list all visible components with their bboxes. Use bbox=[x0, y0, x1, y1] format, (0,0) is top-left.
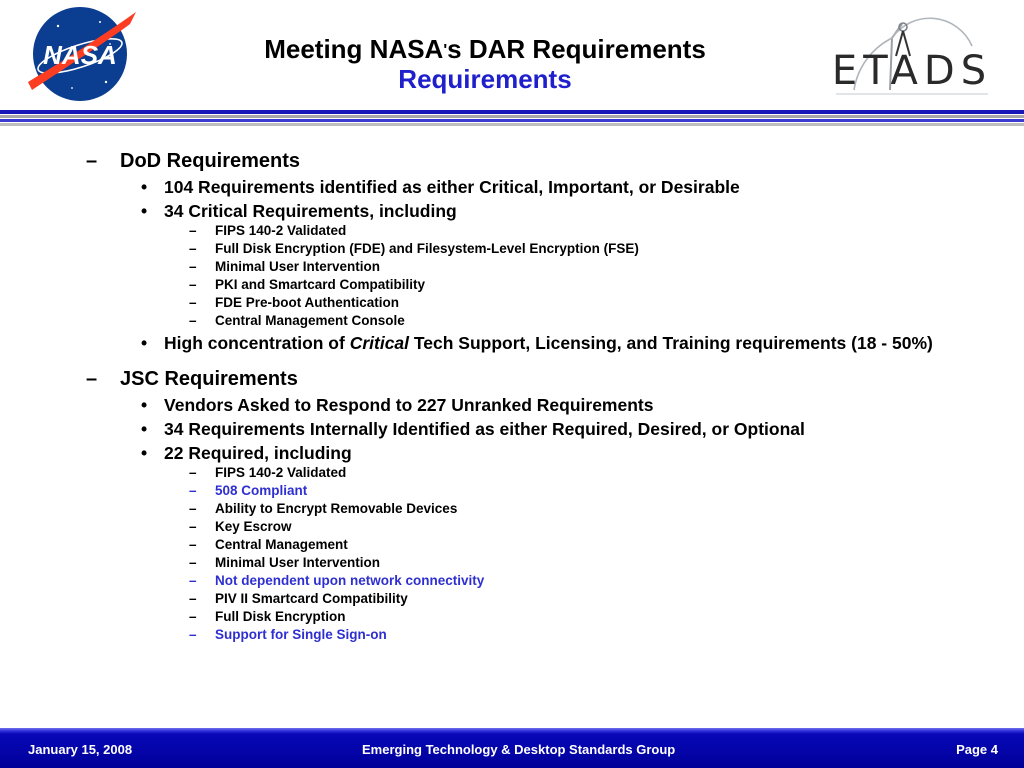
bullet-marker: • bbox=[141, 443, 148, 463]
list-item-text: Full Disk Encryption bbox=[215, 609, 346, 624]
list-item bbox=[0, 240, 1024, 258]
list-item-text: Ability to Encrypt Removable Devices bbox=[215, 501, 458, 516]
list-item-text: Central Management Console bbox=[215, 313, 405, 328]
list-item bbox=[0, 276, 1024, 294]
list-item-text: Minimal User Intervention bbox=[215, 555, 381, 570]
dod-bullet-3-text-start: High concentration of bbox=[164, 333, 350, 353]
list-item bbox=[0, 312, 1024, 330]
bullet-marker: • bbox=[141, 201, 148, 221]
title-part2: s DAR Requirements bbox=[447, 34, 706, 64]
dod-bullet-2 bbox=[0, 200, 1024, 222]
nasa-logo-icon bbox=[18, 4, 140, 104]
slide-subtitle: Requirements bbox=[398, 64, 572, 94]
dash-marker: – bbox=[189, 295, 197, 310]
dash-marker: – bbox=[189, 519, 197, 534]
slide-footer bbox=[0, 728, 1024, 768]
list-item-highlighted bbox=[0, 482, 1024, 500]
nasa-logo-text: NASA bbox=[43, 40, 117, 70]
dash-marker: – bbox=[189, 501, 197, 516]
jsc-bullet-2-text: 34 Requirements Internally Identified as either Required, Desired, or Optional bbox=[164, 419, 805, 439]
jsc-bullet-3 bbox=[0, 442, 1024, 464]
list-item-text: Full Disk Encryption (FDE) and Filesystem-Level Encryption (FSE) bbox=[215, 241, 639, 256]
dash-marker: – bbox=[189, 627, 197, 642]
list-item-highlighted bbox=[0, 626, 1024, 644]
dod-heading-text: DoD Requirements bbox=[120, 150, 301, 172]
dod-bullet-3 bbox=[0, 332, 1024, 354]
list-item bbox=[0, 590, 1024, 608]
dash-marker: – bbox=[189, 465, 197, 480]
dash-marker: – bbox=[86, 368, 98, 390]
dod-bullet-3-emphasis: Critical bbox=[349, 333, 410, 353]
dod-bullet-1-text: 104 Requirements identified as either Critical, Important, or Desirable bbox=[164, 177, 740, 197]
dash-marker: – bbox=[189, 313, 197, 328]
slide-body bbox=[0, 148, 1024, 644]
jsc-bullet-1-text: Vendors Asked to Respond to 227 Unranked Requirements bbox=[164, 395, 654, 415]
bullet-marker: • bbox=[141, 177, 148, 197]
dash-marker: – bbox=[189, 483, 197, 498]
list-item-text: 508 Compliant bbox=[215, 483, 308, 498]
dod-heading bbox=[0, 148, 1024, 174]
dash-marker: – bbox=[189, 573, 197, 588]
bullet-marker: • bbox=[141, 395, 148, 415]
footer-page-number: Page 4 bbox=[956, 742, 998, 757]
dash-marker: – bbox=[189, 223, 197, 238]
list-item-text: FIPS 140-2 Validated bbox=[215, 223, 347, 238]
list-item-text: Support for Single Sign-on bbox=[215, 627, 387, 642]
list-item bbox=[0, 258, 1024, 276]
title-part1: Meeting NASA bbox=[264, 34, 444, 64]
list-item bbox=[0, 464, 1024, 482]
jsc-heading-text: JSC Requirements bbox=[120, 368, 298, 390]
list-item-text: Not dependent upon network connectivity bbox=[215, 573, 485, 588]
jsc-section bbox=[0, 366, 1024, 644]
list-item-text: Central Management bbox=[215, 537, 348, 552]
footer-group: Emerging Technology & Desktop Standards Group bbox=[362, 742, 676, 757]
dod-section bbox=[0, 148, 1024, 354]
bullet-marker: • bbox=[141, 419, 148, 439]
etads-logo-icon bbox=[832, 16, 992, 102]
header-divider bbox=[0, 110, 1024, 128]
etads-logo-text: ETADS bbox=[832, 48, 992, 94]
jsc-bullet-3-text: 22 Required, including bbox=[164, 443, 352, 463]
bullet-marker: • bbox=[141, 333, 148, 353]
list-item bbox=[0, 608, 1024, 626]
jsc-bullet-1 bbox=[0, 394, 1024, 416]
dash-marker: – bbox=[189, 241, 197, 256]
jsc-bullet-2 bbox=[0, 418, 1024, 440]
list-item-text: FDE Pre-boot Authentication bbox=[215, 295, 399, 310]
dod-bullet-2-text: 34 Critical Requirements, including bbox=[164, 201, 457, 221]
list-item bbox=[0, 536, 1024, 554]
list-item bbox=[0, 554, 1024, 572]
list-item-highlighted bbox=[0, 572, 1024, 590]
list-item bbox=[0, 500, 1024, 518]
jsc-heading bbox=[0, 366, 1024, 392]
footer-date: January 15, 2008 bbox=[28, 742, 133, 757]
list-item bbox=[0, 222, 1024, 240]
slide-title bbox=[160, 34, 810, 94]
dash-marker: – bbox=[189, 609, 197, 624]
dash-marker: – bbox=[86, 150, 98, 172]
title-main bbox=[160, 34, 810, 64]
dod-bullet-3-text-end: Tech Support, Licensing, and Training requirements (18 - 50%) bbox=[409, 333, 933, 353]
dash-marker: – bbox=[189, 537, 197, 552]
dash-marker: – bbox=[189, 259, 197, 274]
dash-marker: – bbox=[189, 555, 197, 570]
list-item-text: PIV II Smartcard Compatibility bbox=[215, 591, 408, 606]
title-apostrophe: ' bbox=[443, 42, 448, 59]
list-item-text: Minimal User Intervention bbox=[215, 259, 381, 274]
dash-marker: – bbox=[189, 591, 197, 606]
list-item-text: Key Escrow bbox=[215, 519, 292, 534]
list-item-text: FIPS 140-2 Validated bbox=[215, 465, 347, 480]
list-item bbox=[0, 518, 1024, 536]
list-item bbox=[0, 294, 1024, 312]
list-item-text: PKI and Smartcard Compatibility bbox=[215, 277, 426, 292]
dod-bullet-1 bbox=[0, 176, 1024, 198]
dash-marker: – bbox=[189, 277, 197, 292]
